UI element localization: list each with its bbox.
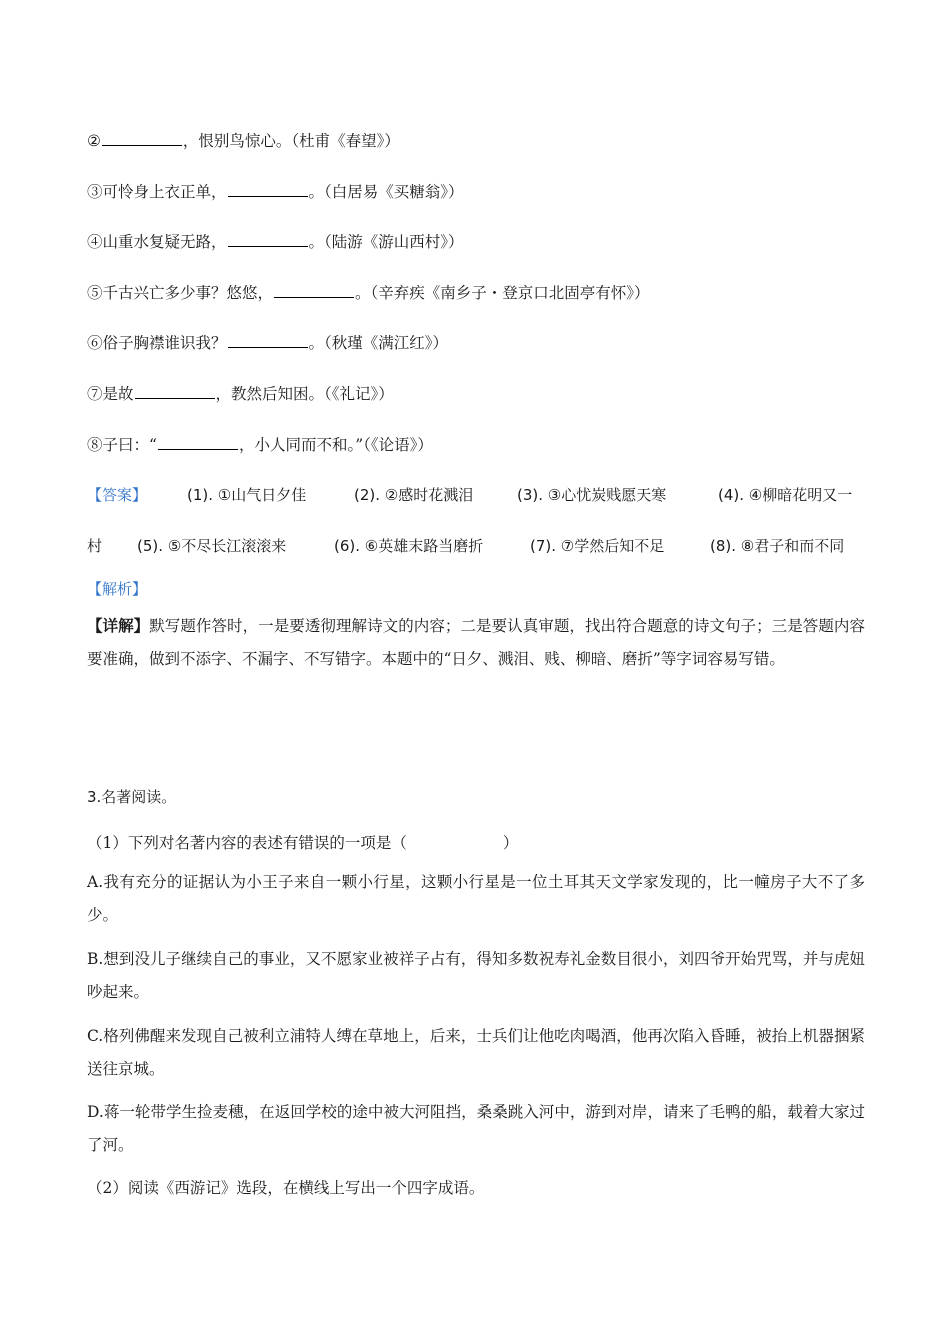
- answer-item: (1). ①山气日夕佳: [187, 486, 307, 504]
- poem-line-5: [87, 281, 650, 304]
- poem-before: 山重水复疑无路，: [102, 233, 227, 251]
- poem-after: ，恨别鸟惊心。（杜甫《春望》）: [182, 132, 400, 150]
- answer-blank: [228, 331, 308, 348]
- answer-blank: [158, 433, 238, 450]
- question-3-title: 3.名著阅读。: [87, 788, 177, 806]
- poem-before: 是故: [102, 385, 134, 403]
- answer-item: (5). ⑤不尽长江滚滚来: [137, 537, 287, 555]
- answer-blank: [228, 180, 308, 197]
- poem-line-8: [87, 433, 433, 456]
- option-b: B.想到没儿子继续自己的事业，又不愿家业被祥子占有，得知多数祝寿礼金数目很小，刘四爷开始咒骂，并与虎妞吵起来。: [87, 950, 865, 1001]
- answer-blank: [228, 230, 308, 247]
- poem-number: ⑧: [87, 436, 103, 454]
- answer-label: 【答案】: [87, 486, 148, 504]
- answer-item: (2). ②感时花溅泪: [354, 486, 474, 504]
- poem-number: ③: [87, 183, 103, 201]
- answer-item: (3). ③心忧炭贱愿天寒: [517, 486, 667, 504]
- answer-item: (4). ④柳暗花明又一: [718, 486, 853, 504]
- answer-item: (8). ⑧君子和而不同: [710, 537, 845, 555]
- poem-line-3: [87, 180, 464, 203]
- analysis-detail: [87, 609, 865, 676]
- poem-before: 千古兴亡多少事？悠悠，: [102, 284, 274, 302]
- poem-after: 。（陆游《游山西村》）: [308, 233, 464, 251]
- answer-blank: [102, 129, 182, 146]
- answer-blank: [274, 281, 354, 298]
- analysis-label: 【解析】: [87, 580, 148, 598]
- poem-after: 。（秋瑾《满江红》）: [308, 334, 449, 352]
- poem-number: ④: [87, 233, 103, 251]
- poem-before: 可怜身上衣正单，: [102, 183, 227, 201]
- answer-item: (6). ⑥英雄末路当磨折: [334, 537, 484, 555]
- poem-line-6: [87, 331, 448, 354]
- option-c: C.格列佛醒来发现自己被利立浦特人缚在草地上，后来，士兵们让他吃肉喝酒，他再次陷入昏睡，被抬上机器捆紧送往京城。: [87, 1027, 865, 1078]
- sub1-close: ）: [502, 834, 519, 852]
- answer-item: 村: [87, 537, 103, 555]
- answer-item: (7). ⑦学然后知不足: [530, 537, 665, 555]
- poem-line-4: [87, 230, 464, 253]
- poem-after: ，小人同而不和。”（《论语》）: [238, 436, 433, 454]
- poem-number: ⑥: [87, 334, 103, 352]
- answer-blank: [135, 382, 215, 399]
- poem-after: 。（辛弃疾《南乡子・登京口北固亭有怀》）: [355, 284, 650, 302]
- detail-label: 【详解】: [87, 616, 150, 635]
- detail-text: 默写题作答时，一是要透彻理解诗文的内容；二是要认真审题，找出符合题意的诗文句子；三是答题内容要准确，做到不添字、不漏字、不写错字。本题中的“日夕、溅泪、贱、柳暗、磨折”等字词容易写错。: [87, 617, 865, 668]
- question-3-sub2: （2）阅读《西游记》选段，在横线上写出一个四字成语。: [87, 1179, 485, 1197]
- poem-number: ⑤: [87, 284, 103, 302]
- question-3-sub1: [87, 832, 518, 854]
- poem-before: 俗子胸襟谁识我？: [102, 334, 227, 352]
- option-d: D.蒋一轮带学生捡麦穗，在返回学校的途中被大河阻挡，桑桑跳入河中，游到对岸，请来了毛鸭的船，载着大家过了河。: [87, 1103, 865, 1154]
- option-a: A.我有充分的证据认为小王子来自一颗小行星，这颗小行星是一位土耳其天文学家发现的，比一幢房子大不了多少。: [87, 873, 865, 924]
- sub1-text: （1）下列对名著内容的表述有错误的一项是（: [87, 834, 407, 852]
- poem-after: ，教然后知困。（《礼记》）: [215, 385, 394, 403]
- poem-before: 子曰：“: [102, 436, 157, 454]
- poem-line-7: [87, 382, 394, 405]
- poem-number: ⑦: [87, 385, 103, 403]
- poem-after: 。（白居易《买糖翁》）: [308, 183, 464, 201]
- poem-number: ②: [87, 132, 101, 150]
- poem-line-2: [87, 129, 400, 152]
